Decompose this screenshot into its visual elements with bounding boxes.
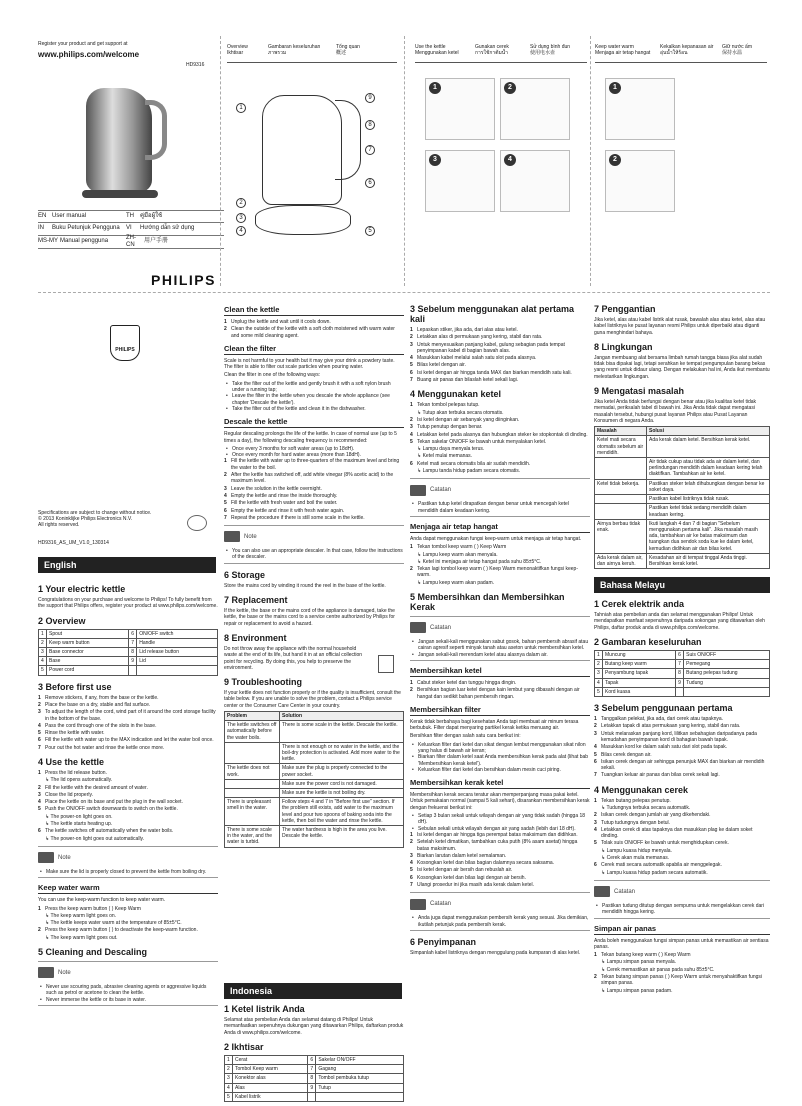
callout-7: 7	[365, 145, 375, 155]
overview-header-1: Overview Ikhtisar	[227, 44, 248, 57]
troubleshooting-table-id: Masalah Solusi Ketel mati secara otomatis sebelum air mendidih. Ada kerak dalam ketel. Bersihkan kerak ketel. Air tidak cukup atau tidak ada air dalam ketel, dan perlindungan mendidih dalam keadaan kering telah diaktifkan. Tambahkan air ke ketel. Ketel tidak bekerja. Pastikan steker telah dihubungkan dengan benar ke soket daya. Pastikan kabel listriknya tidak rusak. Pastikan ketel tidak sedang mendidih dalam keadaan kering. Airnya berbau tidak enak. Ikuti langkah 4 dan 7 di bagian "Sebelum menggunakan pertama kali". Jika masalah masih ada, tambahkan air ke batas maksimum dan tuangkan dua sendok soda kue ke dalam ketel, kemudian didihkan air dan bilas ketel. Ada kerak dalam air, dan airnya keruh. Kesadahan air di tempat tinggal Anda tinggi. Bersihkan kerak ketel.	[594, 426, 770, 569]
section-sebelum: 3 Sebelum menggunakan alat pertama kali	[410, 304, 575, 324]
section-kerak-ketel: Membersihkan kerak ketel	[410, 778, 590, 789]
note-icon	[410, 485, 426, 496]
section-replacement: 7 Replacement	[224, 595, 288, 606]
section-cleaning: 5 Cleaning and Descaling	[38, 947, 148, 958]
section-penyimpanan: 6 Penyimpanan	[410, 936, 477, 947]
column-4: 7 Penggantian Jika ketel, alas atau kabel listrik alat rusak, bawalah alas atau ketel, alas atau kabel listriknya ke pusat layanan resmi Philips untuk diperbaiki atau diganti guna menghindari bahaya. 8 Lingkungan Jangan membuang alat bersama limbah rumah tangga biasa jika alat sudah tidak bisa dipakai lagi, tetapi serahkan ke tempat pengumpulan barang bekas yang resmi untuk didaur ulang. Dengan melakukan hal ini, Anda ikut membantu melestarikan lingkungan. 9 Mengatasi masalah Jika ketel Anda tidak berfungsi dengan benar atau jika kualitas ketel tidak memadai, periksalah tabel di bawah ini. Jika Anda tidak dapat mengatasi masalah tersebut, hubungi pusat layanan Philips atau Pusat Layanan Konsumen di negara Anda. Masalah Solusi Ketel mati secara otomatis sebelum air mendidih. Ada kerak dalam ketel. Bersihkan kerak ketel. Air tidak cukup atau tidak ada air dalam ketel, dan perlindungan mendidih dalam keadaan kering telah diaktifkan. Tambahkan air ke ketel. Ketel tidak bekerja. Pastikan steker telah dihubungkan dengan benar ke soket daya. Pastikan kabel listriknya tidak rusak. Pastikan ketel tidak sedang mendidih dalam keadaan kering. Airnya berbau tidak enak. Ikuti langkah 4 dan 7 di bagian "Sebelum menggunakan pertama kali". Jika masalah masih ada, tambahkan air ke batas maksimum dan tuangkan dua sendok soda kue ke dalam ketel, kemudian didihkan air dan bilas ketel. Ada kerak dalam air, dan airnya keruh. Kesadahan air di tempat tinggal Anda tinggi. Bersihkan kerak ketel. Bahasa Melayu 1 Cerek elektrik anda Tahniah atas pembelian anda dan selamat menggunakan Philips! Untuk mendapatkan manfaat sepenuhnya daripada sokongan yang ditawarkan oleh Philips, daftar produk anda di www.philips.com/welcome. 2 Gambaran keseluruhan 1 Muncung 6 Suis ON/OFF 2 Butang keep warm 7 Pemegang 3 Penyambung tapak 8 Butang pelepas tudung 4 Tapak 9 Tudung 5 Kord kuasa 3 Sebelum penggunaan pertama 1 Tanggalkan pelekat, jika ada, dari cerek atau tapaknya. 2 Letakkan tapak di atas permukaan yang kering, stabil dan rata. 3 Untuk melaraskan panjang kord, lilitkan sebahagian daripadanya pada kemudahan penyimpanan kord di bahagian bawah tapak. 4 Masukkan kord ke dalam salah satu dari slot pada tapak. 5 Bilas cerek dengan air. 6 Isikan cerek dengan air sehingga penunjuk MAX dan biarkan air mendidih sekali. 7 Tuangkan keluar air panas dan bilas cerek sekali lagi. 4 Menggunakan cerek 1 Tekan butang pelepas penutup. ↳ Tudungnya terbuka secara automatik. 2 Isikan cerek dengan jumlah air yang dikehendaki. 3 Tutup tudungnya dengan betul. 4 Letakkan cerek di atas tapaknya dan masukkan plag ke dalam soket dinding. 5 Tolak suis ON/OFF ke bawah untuk menghidupkan cerek. ↳ Lampu kuasa hidup menyala. ↳ Cerek akan mula memanas. 6 Cerek mati secara automatik apabila air menggelegak. ↳ Lampu kuasa hidup padam secara automatik. Catatan • Pastikan tudung ditutup dengan sempurna untuk mengelakkan cerek dari mendidih hingga kering. Simpan air panas Anda boleh menggunakan fungsi simpan panas untuk memastikan air sentiasa panas. 1 Tekan butang keep warm ( ) Keep Warm ↳ Lampu simpan panas menyala. ↳ Cerek memastikan air panas pada suhu 85±5°C. 2 Tekan butang simpan panas ( ) Keep Warm untuk menyahaktifkan fungsi simpan panas. ↳ Lampu simpan panas padam.	[594, 298, 770, 995]
section-troubleshooting: 9 Troubleshooting	[224, 677, 302, 688]
indonesia-column-2: 3 Sebelum menggunakan alat pertama kali 1 Lepaskan stiker, jika ada, dari alas atau ketel. 2 Letakkan alas di permukaan yang kering, stabil dan rata. 3 Untuk menyesuaikan panjang kabel, gulung sebagian pada tempat penyimpanan kabel di bagian bawah alas. 4 Masukkan kabel melalui salah satu slot pada alasnya. 5 Bilas ketel dengan air. 6 Isi ketel dengan air hingga tanda MAX dan biarkan mendidih satu kali. 7 Buang air panas dan bilaslah ketel sekali lagi. 4 Menggunakan ketel 1 Tekan tombol pelepas tutup. ↳ Tutup akan terbuka secara otomatis. 2 Isi ketel dengan air sebanyak yang diinginkan. 3 Tutup penutup dengan benar. 4 Letakkan ketel pada alasnya dan hubungkan steker ke stopkontak di dinding. 5 Tekan sakelar ON/OFF ke bawah untuk menyalakan ketel. ↳ Lampu daya menyala terus. ↳ Ketel mulai memanas. 6 Ketel mati secara otomatis bila air sudah mendidih. ↳ Lampu tanda hidup padam secara otomatis. Catatan • Pastikan tutup ketel dirapatkan dengan benar untuk mencegah ketel mendidih dalam keadaan kering. Menjaga air tetap hangat Anda dapat menggunakan fungsi keep-warm untuk menjaga air tetap hangat. 1 Tekan tombol keep warm ( ) Keep Warm ↳ Lampu keep warm akan menyala. ↳ Ketel ini menjaga air tetap hangat pada suhu 85±5°C. 2 Tekan lagi tombol keep warm ( ) Keep Warm menonaktifkan fungsi keep-warm. ↳ Lampu keep warm akan padam. 5 Membersihkan dan Membersihkan Kerak Catatan • Jangan sekali-kali menggunakan sabut gosok, bahan pembersih abrasif atau cairan agresif seperti minyak tanah atau aseton untuk membersihkan ketel. • Jangan sekali-kali merendam ketel atau alasnya dalam air. Membersihkan ketel 1 Cabut steker ketel dan tunggu hingga dingin. 2 Bersihkan bagian luar ketel dengan kain lembut yang dibasahi dengan air hangat dan sedikit bahan pembersih ringan. Membersihkan filter Kerak tidak berbahaya bagi kesehatan Anda tapi membuat air minum terasa berbubuk. Filter dapat menyaring partikel kerak ketika menuang air. Bersihkan filter dengan salah satu cara berikut ini: • Keluarkan filter dari ketel dan sikat dengan lembut menggunakan sikat nilon yang halus di bawah air keran; • Biarkan filter dalam ketel saat Anda membersihkan kerak pada alat (lihat bab 'Membersihkan kerak ketel'). • Keluarkan filter dari ketel dan bersihkan dalam mesin cuci piring. Membersihkan kerak ketel Membersihkan kerak secara teratur akan memperpanjang masa pakai ketel. Untuk pemakaian normal (sampai 5 kali sehari), disarankan membersihkan kerak dengan frekuensi berikut ini: • Setiap 3 bulan sekali untuk wilayah dengan air yang tidak sadah (hingga 18 dH). • Sebulan sekali untuk wilayah dengan air yang sadah (lebih dari 18 dH). 1 Isi ketel dengan air hingga tiga perempat batas maksimum dan didihkan. 2 Setelah ketel dimatikan, tambahkan cuka putih (8% asam asetat) hingga batas maksimum. 3 Biarkan larutan dalam ketel semalaman. 4 Kosongkan ketel dan bilas bagian dalamnya secara saksama. 5 Isi ketel dengan air bersih dan rebuslah air. 6 Kosongkan ketel dan bilas lagi dengan air bersih. 7 Ulangi prosedur ini jika masih ada kerak dalam ketel. Catatan • Anda juga dapat menggunakan pembersih kerak yang sesuai. Jika demikian, ikutilah petunjuk pada pembersih kerak. 6 Penyimpanan Simpanlah kabel listriknya dengan menggulung pada kumparan di alas ketel.	[410, 298, 590, 958]
section-gambaran: 2 Gambaran keseluruhan	[594, 637, 702, 648]
indonesia-column-1: 1 Ketel listrik Anda Selamat atas pembelian Anda dan selamat datang di Philips! Untuk memanfaatkan sepenuhnya dukungan yang ditawarkan Philips, daftarkan produk Anda di www.philips.com/welcome. 2 Ikhtisar 1 Cerat 6 Sakelar ON/OFF 2 Tombol Keep warm 7 Gagang 3 Konektor alas 8 Tombol pembuka tutup 4 Alas 9 Tutup 5 Kabel listrik	[224, 998, 404, 1102]
callout-5: 5	[365, 226, 375, 236]
parts-table-ms: 1 Muncung 6 Suis ON/OFF 2 Butang keep warm 7 Pemegang 3 Penyambung tapak 8 Butang pelepas tudung 4 Tapak 9 Tudung 5 Kord kuasa	[594, 650, 770, 697]
callout-8: 8	[365, 120, 375, 130]
section-menjaga-air: Menjaga air tetap hangat	[410, 522, 590, 533]
section-environment: 8 Environment	[224, 632, 287, 643]
section-mengatasi: 9 Mengatasi masalah	[594, 386, 685, 397]
note-icon	[224, 531, 240, 542]
spec-line-2: © 2013 Koninklijke Philips Electronics N.V.	[38, 516, 133, 522]
troubleshooting-table: Problem Solution The kettle switches off automatically before the water boils. There is some scale in the kettle. Descale the kettle. There is not enough or no water in the kettle, and the boil-dry protection is activated. Add more water to the kettle. The kettle does not work. Make sure the plug is properly connected to the power socket. Make sure the power cord is not damaged. Make sure the kettle is not boiling dry. There is unpleasant smell in the water. Follow steps 4 and 7 in "Before first use" section. If the problem still exists, add water to the maximum level and pour two spoons of baking soda into the kettle, then boil the water and rinse the kettle. There is some scale in the water, and the water is turbid. The water hardness is high in the area you live. Descale the kettle.	[224, 711, 404, 848]
use-header-2: Gunakan cerek การใช้กาต้มน้ำ	[475, 44, 509, 57]
callout-9: 9	[365, 93, 375, 103]
english-band: English	[38, 557, 216, 573]
kettle-handle-photo	[145, 100, 167, 160]
note-icon	[38, 852, 54, 863]
keepwarm-header-1: Keep water warm Menjaga air tetap hangat	[595, 44, 651, 57]
bahasa-melayu-band: Bahasa Melayu	[594, 577, 770, 593]
note-box-descale: Note • You can also use an appropriate descaler. In that case, follow the instructions of the descaler.	[224, 525, 404, 564]
note-box-ms: Catatan • Pastikan tudung ditutup dengan sempurna untuk mengelakkan cerek dari mendidih hingga kering.	[594, 880, 770, 919]
callout-4: 4	[236, 226, 246, 236]
section-storage: 6 Storage	[224, 569, 266, 580]
section-simpan-air-panas: Simpan air panas	[594, 924, 770, 935]
callout-2: 2	[236, 198, 246, 208]
overview-base-drawing	[255, 205, 351, 235]
note-box-id-clean: Catatan • Jangan sekali-kali menggunakan sabut gosok, bahan pembersih abrasif atau cairan agresif seperti minyak tanah atau aseton untuk membersihkan ketel. • Jangan sekali-kali merendam ketel atau alasnya dalam air.	[410, 616, 590, 661]
section-clean-filter: Clean the filter	[224, 344, 404, 355]
note-icon	[410, 622, 426, 633]
section-overview: 2 Overview	[38, 615, 86, 626]
note-icon	[38, 967, 54, 978]
section-cerek-elektrik: 1 Cerek elektrik anda	[594, 599, 685, 610]
note-box-id: Catatan • Pastikan tutup ketel dirapatkan dengan benar untuk mencegah ketel mendidih dalam keadaan kering.	[410, 478, 590, 517]
section-before-first-use: 3 Before first use	[38, 681, 112, 692]
note-box-id-descale: Catatan • Anda juga dapat menggunakan pembersih kerak yang sesuai. Jika demikian, ikutilah petunjuk pada pembersih kerak.	[410, 892, 590, 931]
spec-line-1: Specifications are subject to change without notice.	[38, 510, 152, 516]
language-list: EN User manual TH คู่มือผู้ใช้ IN Buku Petunjuk Pengguna VI Hướng dẫn sử dụng MS-MY Manual pengguna ZH-CN 用户手册	[38, 210, 224, 249]
callout-1: 1	[236, 103, 246, 113]
keepwarm-header-3: Giữ nước ấm 保持水温	[722, 44, 752, 57]
section-menggunakan: 4 Menggunakan ketel	[410, 389, 502, 400]
section-ikhtisar: 2 Ikhtisar	[224, 1041, 264, 1052]
note-box-cleaning: Note • Never use scouring pads, abrasive cleaning agents or aggressive liquids such as petrol or acetone to clean the kettle. • Never immerse the kettle or its base in water.	[38, 961, 218, 1006]
spec-line-3: All rights reserved.	[38, 522, 80, 528]
section-descale: Descale the kettle	[224, 417, 404, 428]
section-penggantian: 7 Penggantian	[594, 304, 656, 314]
overview-header-3: Tổng quan 概述	[336, 44, 360, 57]
section-use-kettle: 4 Use the kettle	[38, 756, 105, 767]
philips-shield-logo: PHILIPS	[110, 325, 140, 361]
keepwarm-header-2: Kekalkan kepanasan air อุ่นน้ำให้ร้อน	[660, 44, 714, 57]
note-icon	[410, 899, 426, 910]
overview-header-2: Gambaran keseluruhan ภาพรวม	[268, 44, 321, 57]
note-box: Note • Make sure the lid is properly closed to prevent the kettle from boiling dry.	[38, 846, 218, 878]
welcome-url[interactable]: www.philips.com/welcome	[38, 50, 140, 59]
use-header-3: Sử dụng bình đun 使用电水壶	[530, 44, 571, 57]
use-header-1: Use the kettle Menggunakan ketel	[415, 44, 459, 57]
register-text: Register your product and get support at	[38, 41, 128, 47]
brand-logo: PHILIPS	[151, 272, 216, 288]
callout-6: 6	[365, 178, 375, 188]
indonesia-band: Indonesia	[224, 983, 402, 999]
section-lingkungan: 8 Lingkungan	[594, 341, 653, 352]
note-icon	[594, 886, 610, 897]
callout-3: 3	[236, 213, 246, 223]
model-number: HD9316	[186, 62, 205, 68]
parts-table-id: 1 Cerat 6 Sakelar ON/OFF 2 Tombol Keep warm 7 Gagang 3 Konektor alas 8 Tombol pembuka tutup 4 Alas 9 Tutup 5 Kabel listrik	[224, 1055, 404, 1102]
section-menggunakan-cerek: 4 Menggunakan cerek	[594, 784, 689, 795]
english-column-2: Clean the kettle 1 Unplug the kettle and wait until it cools down. 2 Clean the outside of the kettle with a soft cloth moistened with warm water and some mild cleaning agent. Clean the filter Scale is not harmful to your health but it may give your drink a powdery taste. The filter is able to filter out scale particles when pouring water. Clean the filter in one of the following ways: • Take the filter out of the kettle and gently brush it with a soft nylon brush under a running tap; • Leave the filter in the kettle when you descale the whole appliance (see chapter 'Descale the kettle'). • Take the filter out of the kettle and clean it in the dishwasher. Descale the kettle Regular descaling prolongs the life of the kettle. In case of normal use (up to 5 times a day), the following descaling frequency is recommended: • Once every 3 months for soft water areas (up to 18dH). • Once every month for hard water areas (more than 18dH). 1 Fill the kettle with water up to three-quarters of the maximum level and bring the water to the boil. 2 After the kettle has switched off, add white vinegar (8% acetic acid) to the maximum level. 3 Leave the solution in the kettle overnight. 4 Empty the kettle and rinse the inside thoroughly. 5 Fill the kettle with fresh water and boil the water. 6 Empty the kettle and rinse it with fresh water again. 7 Repeat the procedure if there is still some scale in the kettle. Note • You can also use an appropriate descaler. In that case, follow the instructions of the descaler. 6 Storage Store the mains cord by winding it round the reel in the base of the kettle. 7 Replacement If the kettle, the base or the mains cord of the appliance is damaged, take the kettle, the base or the mains cord to a service centre authorized by Philips for repair or replacement to avoid a hazard. 8 Environment Do not throw away the appliance with the normal household waste at the end of its life, but hand it in at an official collection point for recycling. By doing this, you help to preserve the environment. 9 Troubleshooting If your kettle does not function properly or if the quality is insufficient, consult the table below. If you are unable to solve the problem, contact a Philips service center or the Consumer Care Center in your country. Problem Solution The kettle switches off automatically before the water boils. There is some scale in the kettle. Descale the kettle. There is not enough or no water in the kettle, and the boil-dry protection is activated. Add more water to the kettle. The kettle does not work. Make sure the plug is properly connected to the power socket. Make sure the power cord is not damaged. Make sure the kettle is not boiling dry. There is unpleasant smell in the water. Follow steps 4 and 7 in "Before first use" section. If the problem still exists, add water to the maximum level and pour two spoons of baking soda into the kettle, then boil the water and rinse the kettle. There is some scale in the water, and the water is turbid. The water hardness is high in the area you live. Descale the kettle.	[224, 300, 404, 848]
section-your-kettle: 1 Your electric kettle	[38, 584, 126, 594]
weee-bin-icon	[378, 655, 394, 673]
section-membersihkan-ketel: Membersihkan ketel	[410, 666, 590, 677]
overview-handle-drawing	[335, 100, 361, 180]
english-column-1: 1 Your electric kettle Congratulations on your purchase and welcome to Philips! To fully benefit from the support that Philips offers, register your product at www.philips.com/welcome. 2 Overview 1 Spout 6 ON/OFF switch 2 Keep warm button 7 Handle 3 Base connector 8 Lid release button 4 Base 9 Lid 5 Power cord 3 Before first use 1 Remove stickers, if any, from the base or the kettle. 2 Place the base on a dry, stable and flat surface. 3 To adjust the length of the cord, wind part of it around the cord storage facility in the bottom of the base. 4 Pass the cord through one of the slots in the base. 5 Rinse the kettle with water. 6 Fill the kettle with water up to the MAX indication and let the water boil once. 7 Pour out the hot water and rinse the kettle once more. 4 Use the kettle 1 Press the lid release button. ↳ The lid opens automatically. 2 Fill the kettle with the desired amount of water. 3 Close the lid properly. 4 Place the kettle on its base and put the plug in the wall socket. 5 Push the ON/OFF switch downwards to switch on the kettle. ↳ The power-on light goes on. ↳ The kettle starts heating up. 6 The kettle switches off automatically when the water boils. ↳ The power-on light goes out automatically. Note • Make sure the lid is properly closed to prevent the kettle from boiling dry. Keep water warm You can use the keep-warm function to keep water warm. 1 Press the keep warm button ( ) Keep Warm ↳ The keep warm light goes on. ↳ The kettle keeps water warm at the temperature of 85±5°C. 2 Press the keep warm button ( ) to deactivate the keep-warm function. ↳ The keep warm light goes out. 5 Cleaning and Descaling Note • Never use scouring pads, abrasive cleaning agents or aggressive liquids such as petrol or acetone to clean the kettle. • Never immerse the kettle or its base in water.	[38, 578, 218, 1010]
parts-table: 1 Spout 6 ON/OFF switch 2 Keep warm button 7 Handle 3 Base connector 8 Lid release button 4 Base 9 Lid 5 Power cord	[38, 629, 218, 676]
section-membersihkan-filter: Membersihkan filter	[410, 705, 590, 716]
kettle-base-photo	[82, 190, 158, 198]
kettle-photo	[86, 88, 152, 192]
section-ketel-listrik: 1 Ketel listrik Anda	[224, 1004, 305, 1014]
document-id: HD9316_AS_UM_V1.0_130314	[38, 540, 109, 546]
recycle-icon	[187, 515, 207, 531]
section-sebelum-penggunaan: 3 Sebelum penggunaan pertama	[594, 703, 733, 714]
overview-kettle-drawing	[262, 95, 342, 205]
section-clean-kettle: Clean the kettle	[224, 305, 404, 316]
section-keep-water-warm: Keep water warm	[38, 883, 218, 894]
section-membersihkan: 5 Membersihkan dan Membersihkan Kerak	[410, 592, 565, 613]
